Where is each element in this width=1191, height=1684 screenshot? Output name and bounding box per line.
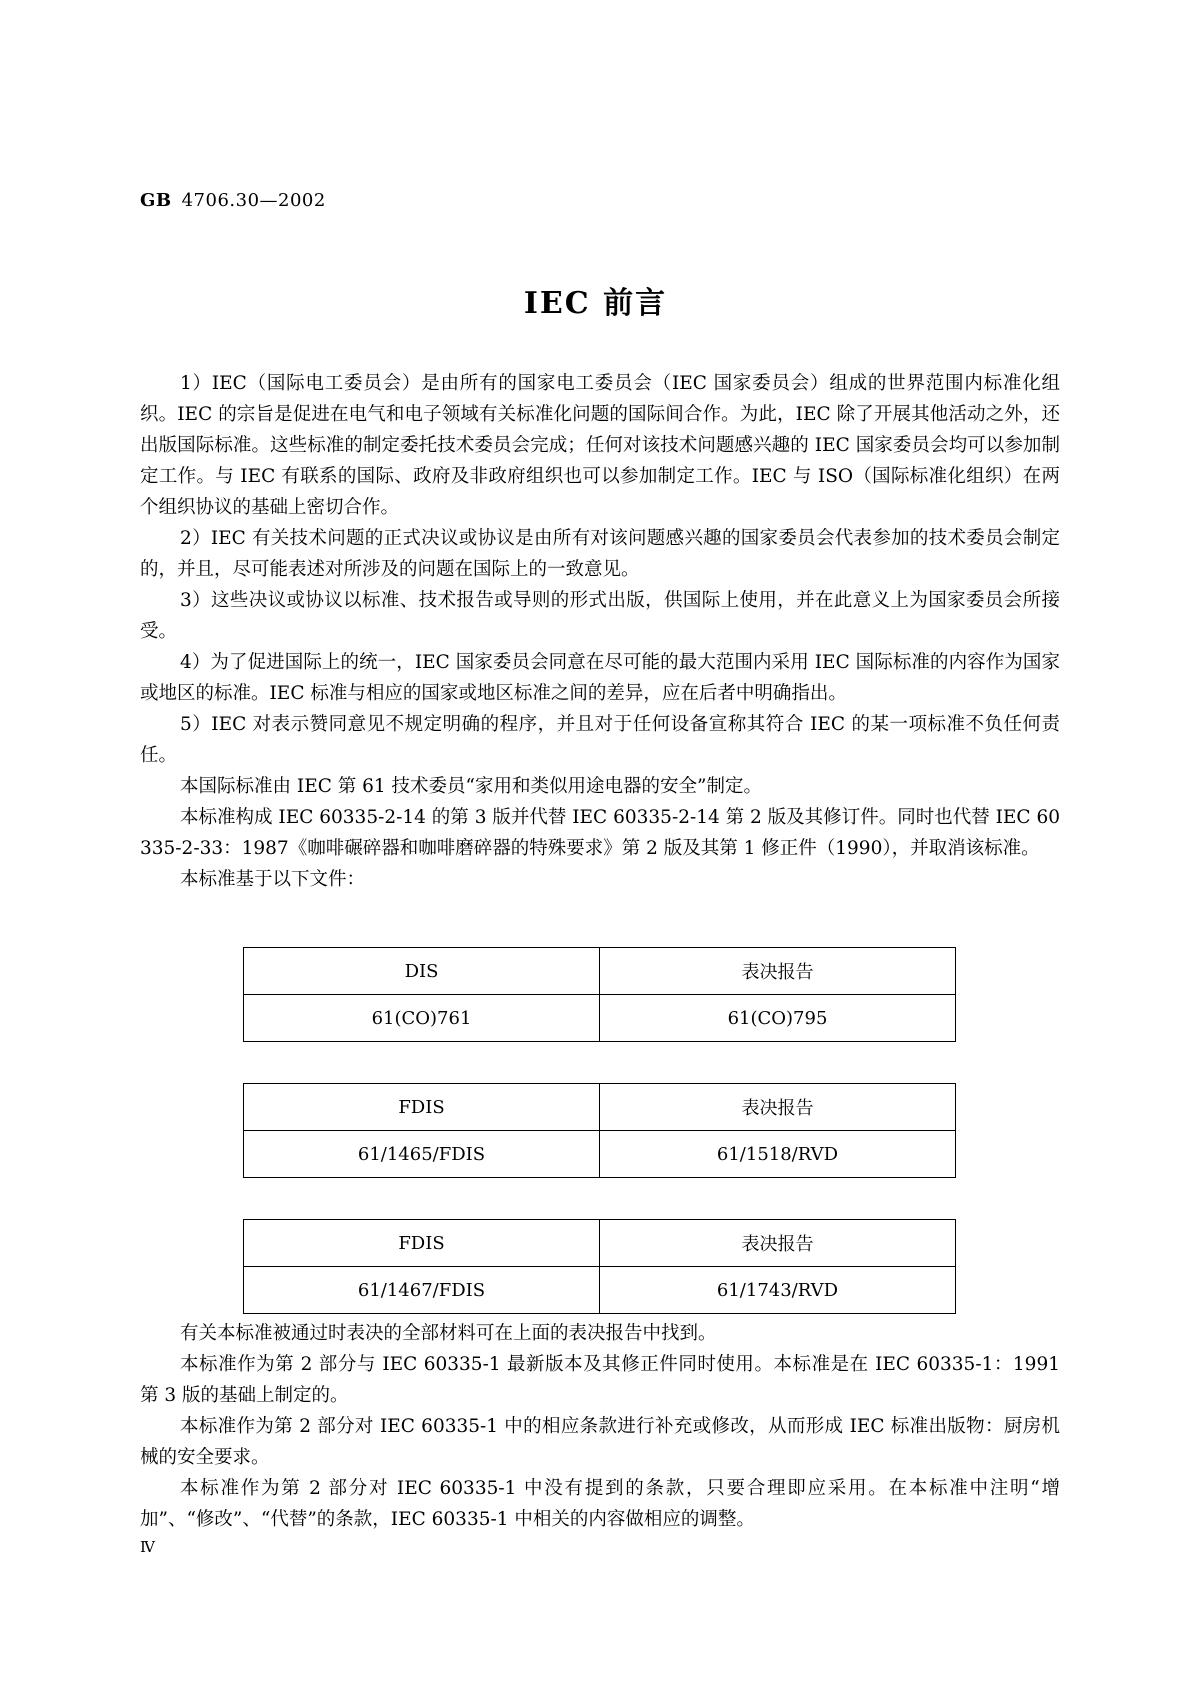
header-standard-number: 4706.30—2002 <box>181 190 326 211</box>
body-lower <box>140 1318 1060 1535</box>
table-row <box>244 948 956 995</box>
table-header-cell: 表决报告 <box>600 1084 956 1131</box>
header-gb-label: GB <box>140 190 172 211</box>
table-row <box>244 1220 956 1267</box>
document-header <box>140 190 326 211</box>
lower-paragraph-3: 本标准作为第 2 部分对 IEC 60335-1 中的相应条款进行补充或修改，从而形成 IEC 标准出版物：厨房机械的安全要求。 <box>140 1416 1060 1468</box>
table-cell: 61(CO)761 <box>244 995 600 1042</box>
table-cell: 61(CO)795 <box>600 995 956 1042</box>
body-upper <box>140 368 1060 895</box>
table-row <box>244 995 956 1042</box>
lower-paragraph-2: 本标准作为第 2 部分与 IEC 60335-1 最新版本及其修正件同时使用。本标准是在 IEC 60335-1：1991 第 3 版的基础上制定的。 <box>140 1354 1060 1406</box>
paragraph-3: 3）这些决议或协议以标准、技术报告或导则的形式出版，供国际上使用，并在此意义上为国家委员会所接受。 <box>140 590 1060 642</box>
paragraph-4: 4）为了促进国际上的统一，IEC 国家委员会同意在尽可能的最大范围内采用 IEC 国际标准的内容作为国家或地区的标准。IEC 标准与相应的国家或地区标准之间的差异，应在后者中明确指出。 <box>140 652 1060 704</box>
table-row <box>244 1084 956 1131</box>
page-number: Ⅳ <box>140 1538 155 1556</box>
paragraph-5: 5）IEC 对表示赞同意见不规定明确的程序，并且对于任何设备宣称其符合 IEC 的某一项标准不负任何责任。 <box>140 714 1060 766</box>
paragraph-2: 2）IEC 有关技术问题的正式决议或协议是由所有对该问题感兴趣的国家委员会代表参加的技术委员会制定的，并且，尽可能表述对所涉及的问题在国际上的一致意见。 <box>140 528 1060 580</box>
page-title: IEC 前言 <box>523 286 668 321</box>
table-cell: 61/1743/RVD <box>600 1267 956 1314</box>
table-cell: 61/1518/RVD <box>600 1131 956 1178</box>
table-row <box>244 1267 956 1314</box>
table-header-cell: 表决报告 <box>600 948 956 995</box>
voting-table-3 <box>243 1219 956 1314</box>
table-header-cell: DIS <box>244 948 600 995</box>
table-header-cell: FDIS <box>244 1084 600 1131</box>
table-header-cell: 表决报告 <box>600 1220 956 1267</box>
paragraph-7: 本标准构成 IEC 60335-2-14 的第 3 版并代替 IEC 60335-2-14 第 2 版及其修订件。同时也代替 IEC 60335-2-33：1987《咖啡碾碎器和咖啡磨碎器的特殊要求》第 2 版及其第 1 修正件（1990），并取消该标准。 <box>140 807 1060 859</box>
voting-table-2 <box>243 1083 956 1178</box>
paragraph-6: 本国际标准由 IEC 第 61 技术委员“家用和类似用途电器的安全”制定。 <box>180 776 762 797</box>
lower-paragraph-4: 本标准作为第 2 部分对 IEC 60335-1 中没有提到的条款，只要合理即应采用。在本标准中注明“增加”、“修改”、“代替”的条款，IEC 60335-1 中相关的内容做相应的调整。 <box>140 1478 1060 1530</box>
table-cell: 61/1467/FDIS <box>244 1267 600 1314</box>
paragraph-8: 本标准基于以下文件： <box>180 869 366 890</box>
table-row <box>244 1131 956 1178</box>
voting-table-1 <box>243 947 956 1042</box>
paragraph-1: 1）IEC（国际电工委员会）是由所有的国家电工委员会（IEC 国家委员会）组成的世界范围内标准化组织。IEC 的宗旨是促进在电气和电子领域有关标准化问题的国际间合作。为此，IEC 除了开展其他活动之外，还出版国际标准。这些标准的制定委托技术委员会完成；任何对该技术问题感兴趣的 IEC 国家委员会均可以参加制定工作。与 IEC 有联系的国际、政府及非政府组织也可以参加制定工作。IEC 与 ISO（国际标准化组织）在两个组织协议的基础上密切合作。 <box>140 373 1060 518</box>
lower-paragraph-1: 有关本标准被通过时表决的全部材料可在上面的表决报告中找到。 <box>180 1323 717 1344</box>
table-header-cell: FDIS <box>244 1220 600 1267</box>
table-cell: 61/1465/FDIS <box>244 1131 600 1178</box>
